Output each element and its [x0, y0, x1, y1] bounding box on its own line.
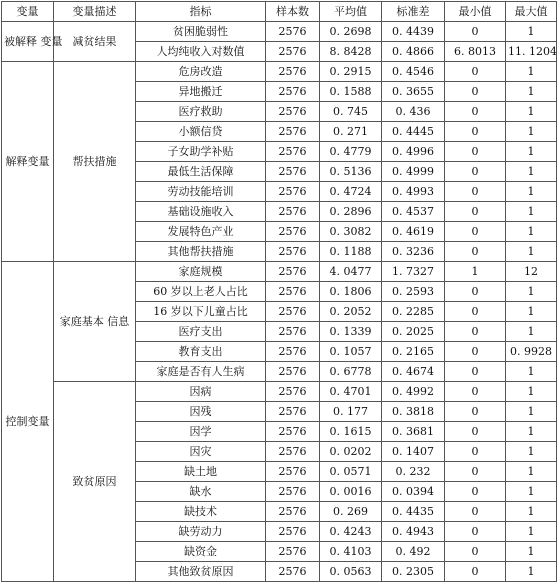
- max-cell: 1: [506, 442, 557, 462]
- indicator-cell: 16 岁以下儿童占比: [136, 302, 266, 322]
- max-cell: 1: [506, 102, 557, 122]
- mean-cell: 0. 4701: [320, 382, 382, 402]
- min-cell: 0: [445, 502, 506, 522]
- mean-cell: 0. 4779: [320, 142, 382, 162]
- min-cell: 0: [445, 442, 506, 462]
- indicator-cell: 缺土地: [136, 462, 266, 482]
- indicator-cell: 家庭规模: [136, 262, 266, 282]
- min-cell: 0: [445, 222, 506, 242]
- max-cell: 1: [506, 522, 557, 542]
- std-dev-cell: 0. 4993: [382, 182, 445, 202]
- std-dev-cell: 0. 4435: [382, 502, 445, 522]
- sample-size-cell: 2576: [266, 322, 320, 342]
- description-cell: 减贫结果: [54, 22, 136, 62]
- std-dev-cell: 0. 4999: [382, 162, 445, 182]
- mean-cell: 0. 1057: [320, 342, 382, 362]
- sample-size-cell: 2576: [266, 522, 320, 542]
- description-cell: 帮扶措施: [54, 62, 136, 262]
- min-cell: 0: [445, 22, 506, 42]
- sample-size-cell: 2576: [266, 382, 320, 402]
- std-dev-cell: 0. 3236: [382, 242, 445, 262]
- std-dev-cell: 0. 232: [382, 462, 445, 482]
- sample-size-cell: 2576: [266, 542, 320, 562]
- indicator-cell: 基础设施收入: [136, 202, 266, 222]
- mean-cell: 0. 2896: [320, 202, 382, 222]
- min-cell: 6. 8013: [445, 42, 506, 62]
- header-min: 最小值: [445, 2, 506, 22]
- indicator-cell: 其他致贫原因: [136, 562, 266, 582]
- header-indicator: 指标: [136, 2, 266, 22]
- max-cell: 1: [506, 402, 557, 422]
- mean-cell: 0. 5136: [320, 162, 382, 182]
- max-cell: 0. 9928: [506, 342, 557, 362]
- std-dev-cell: 0. 2593: [382, 282, 445, 302]
- min-cell: 0: [445, 122, 506, 142]
- mean-cell: 0. 0016: [320, 482, 382, 502]
- std-dev-cell: 0. 0394: [382, 482, 445, 502]
- max-cell: 1: [506, 202, 557, 222]
- max-cell: 1: [506, 222, 557, 242]
- max-cell: 1: [506, 82, 557, 102]
- description-cell: 致贫原因: [54, 382, 136, 582]
- mean-cell: 0. 1188: [320, 242, 382, 262]
- header-variable: 变量: [2, 2, 54, 22]
- min-cell: 0: [445, 542, 506, 562]
- header-description: 变量描述: [54, 2, 136, 22]
- mean-cell: 0. 745: [320, 102, 382, 122]
- sample-size-cell: 2576: [266, 162, 320, 182]
- max-cell: 1: [506, 62, 557, 82]
- std-dev-cell: 0. 4537: [382, 202, 445, 222]
- table-row: [2, 262, 557, 282]
- indicator-cell: 因残: [136, 402, 266, 422]
- max-cell: 12: [506, 262, 557, 282]
- max-cell: 1: [506, 242, 557, 262]
- sample-size-cell: 2576: [266, 262, 320, 282]
- std-dev-cell: 1. 7327: [382, 262, 445, 282]
- mean-cell: 0. 1615: [320, 422, 382, 442]
- indicator-cell: 其他帮扶措施: [136, 242, 266, 262]
- min-cell: 0: [445, 482, 506, 502]
- sample-size-cell: 2576: [266, 442, 320, 462]
- min-cell: 0: [445, 462, 506, 482]
- min-cell: 1: [445, 262, 506, 282]
- max-cell: 1: [506, 322, 557, 342]
- min-cell: 0: [445, 402, 506, 422]
- indicator-cell: 小额信贷: [136, 122, 266, 142]
- min-cell: 0: [445, 142, 506, 162]
- indicator-cell: 缺资金: [136, 542, 266, 562]
- sample-size-cell: 2576: [266, 562, 320, 582]
- min-cell: 0: [445, 382, 506, 402]
- max-cell: 1: [506, 302, 557, 322]
- max-cell: 11. 1204: [506, 42, 557, 62]
- min-cell: 0: [445, 422, 506, 442]
- mean-cell: 0. 177: [320, 402, 382, 422]
- sample-size-cell: 2576: [266, 302, 320, 322]
- max-cell: 1: [506, 122, 557, 142]
- indicator-cell: 因病: [136, 382, 266, 402]
- std-dev-cell: 0. 4996: [382, 142, 445, 162]
- indicator-cell: 人均纯收入对数值: [136, 42, 266, 62]
- indicator-cell: 医疗支出: [136, 322, 266, 342]
- std-dev-cell: 0. 4866: [382, 42, 445, 62]
- statistics-table: [1, 1, 557, 582]
- indicator-cell: 缺水: [136, 482, 266, 502]
- max-cell: 1: [506, 562, 557, 582]
- std-dev-cell: 0. 2305: [382, 562, 445, 582]
- header-max: 最大值: [506, 2, 557, 22]
- indicator-cell: 因灾: [136, 442, 266, 462]
- mean-cell: 0. 0202: [320, 442, 382, 462]
- header-sample-size: 样本数: [266, 2, 320, 22]
- min-cell: 0: [445, 202, 506, 222]
- min-cell: 0: [445, 82, 506, 102]
- indicator-cell: 最低生活保障: [136, 162, 266, 182]
- std-dev-cell: 0. 492: [382, 542, 445, 562]
- mean-cell: 0. 4103: [320, 542, 382, 562]
- mean-cell: 0. 1806: [320, 282, 382, 302]
- indicator-cell: 子女助学补贴: [136, 142, 266, 162]
- sample-size-cell: 2576: [266, 62, 320, 82]
- max-cell: 1: [506, 162, 557, 182]
- sample-size-cell: 2576: [266, 142, 320, 162]
- mean-cell: 0. 6778: [320, 362, 382, 382]
- table-row: [2, 22, 557, 42]
- indicator-cell: 危房改造: [136, 62, 266, 82]
- sample-size-cell: 2576: [266, 122, 320, 142]
- sample-size-cell: 2576: [266, 482, 320, 502]
- max-cell: 1: [506, 422, 557, 442]
- mean-cell: 0. 2052: [320, 302, 382, 322]
- std-dev-cell: 0. 4439: [382, 22, 445, 42]
- sample-size-cell: 2576: [266, 102, 320, 122]
- min-cell: 0: [445, 62, 506, 82]
- min-cell: 0: [445, 322, 506, 342]
- mean-cell: 0. 1339: [320, 322, 382, 342]
- min-cell: 0: [445, 362, 506, 382]
- table-header: [2, 2, 557, 22]
- std-dev-cell: 0. 4943: [382, 522, 445, 542]
- mean-cell: 4. 0477: [320, 262, 382, 282]
- variable-cell: 被解释 变量: [2, 22, 54, 62]
- indicator-cell: 医疗救助: [136, 102, 266, 122]
- max-cell: 1: [506, 462, 557, 482]
- sample-size-cell: 2576: [266, 402, 320, 422]
- std-dev-cell: 0. 2025: [382, 322, 445, 342]
- std-dev-cell: 0. 3818: [382, 402, 445, 422]
- indicator-cell: 劳动技能培训: [136, 182, 266, 202]
- std-dev-cell: 0. 436: [382, 102, 445, 122]
- sample-size-cell: 2576: [266, 502, 320, 522]
- indicator-cell: 贫困脆弱性: [136, 22, 266, 42]
- table-row: [2, 62, 557, 82]
- sample-size-cell: 2576: [266, 42, 320, 62]
- indicator-cell: 异地搬迁: [136, 82, 266, 102]
- indicator-cell: 因学: [136, 422, 266, 442]
- indicator-cell: 60 岁以上老人占比: [136, 282, 266, 302]
- std-dev-cell: 0. 4992: [382, 382, 445, 402]
- max-cell: 1: [506, 502, 557, 522]
- max-cell: 1: [506, 362, 557, 382]
- min-cell: 0: [445, 282, 506, 302]
- min-cell: 0: [445, 302, 506, 322]
- min-cell: 0: [445, 162, 506, 182]
- mean-cell: 0. 271: [320, 122, 382, 142]
- sample-size-cell: 2576: [266, 282, 320, 302]
- std-dev-cell: 0. 2165: [382, 342, 445, 362]
- mean-cell: 0. 269: [320, 502, 382, 522]
- header-row: [2, 2, 557, 22]
- min-cell: 0: [445, 182, 506, 202]
- std-dev-cell: 0. 4674: [382, 362, 445, 382]
- indicator-cell: 缺技术: [136, 502, 266, 522]
- max-cell: 1: [506, 542, 557, 562]
- max-cell: 1: [506, 142, 557, 162]
- indicator-cell: 发展特色产业: [136, 222, 266, 242]
- mean-cell: 0. 3082: [320, 222, 382, 242]
- indicator-cell: 教育支出: [136, 342, 266, 362]
- max-cell: 1: [506, 282, 557, 302]
- indicator-cell: 家庭是否有人生病: [136, 362, 266, 382]
- table-body: [2, 22, 557, 582]
- std-dev-cell: 0. 2285: [382, 302, 445, 322]
- mean-cell: 8. 8428: [320, 42, 382, 62]
- mean-cell: 0. 2915: [320, 62, 382, 82]
- std-dev-cell: 0. 4445: [382, 122, 445, 142]
- indicator-cell: 缺劳动力: [136, 522, 266, 542]
- std-dev-cell: 0. 4546: [382, 62, 445, 82]
- description-cell: 家庭基本 信息: [54, 262, 136, 382]
- mean-cell: 0. 4724: [320, 182, 382, 202]
- min-cell: 0: [445, 102, 506, 122]
- header-mean: 平均值: [320, 2, 382, 22]
- sample-size-cell: 2576: [266, 342, 320, 362]
- min-cell: 0: [445, 342, 506, 362]
- sample-size-cell: 2576: [266, 222, 320, 242]
- mean-cell: 0. 0563: [320, 562, 382, 582]
- sample-size-cell: 2576: [266, 22, 320, 42]
- mean-cell: 0. 0571: [320, 462, 382, 482]
- std-dev-cell: 0. 3655: [382, 82, 445, 102]
- std-dev-cell: 0. 1407: [382, 442, 445, 462]
- sample-size-cell: 2576: [266, 202, 320, 222]
- sample-size-cell: 2576: [266, 242, 320, 262]
- sample-size-cell: 2576: [266, 82, 320, 102]
- min-cell: 0: [445, 522, 506, 542]
- max-cell: 1: [506, 482, 557, 502]
- mean-cell: 0. 1588: [320, 82, 382, 102]
- variable-cell: 解释变量: [2, 62, 54, 262]
- mean-cell: 0. 2698: [320, 22, 382, 42]
- std-dev-cell: 0. 4619: [382, 222, 445, 242]
- sample-size-cell: 2576: [266, 182, 320, 202]
- table-row: [2, 382, 557, 402]
- max-cell: 1: [506, 382, 557, 402]
- variable-cell: 控制变量: [2, 262, 54, 582]
- std-dev-cell: 0. 3681: [382, 422, 445, 442]
- max-cell: 1: [506, 22, 557, 42]
- sample-size-cell: 2576: [266, 462, 320, 482]
- min-cell: 0: [445, 562, 506, 582]
- mean-cell: 0. 4243: [320, 522, 382, 542]
- header-std-dev: 标准差: [382, 2, 445, 22]
- max-cell: 1: [506, 182, 557, 202]
- sample-size-cell: 2576: [266, 362, 320, 382]
- min-cell: 0: [445, 242, 506, 262]
- sample-size-cell: 2576: [266, 422, 320, 442]
